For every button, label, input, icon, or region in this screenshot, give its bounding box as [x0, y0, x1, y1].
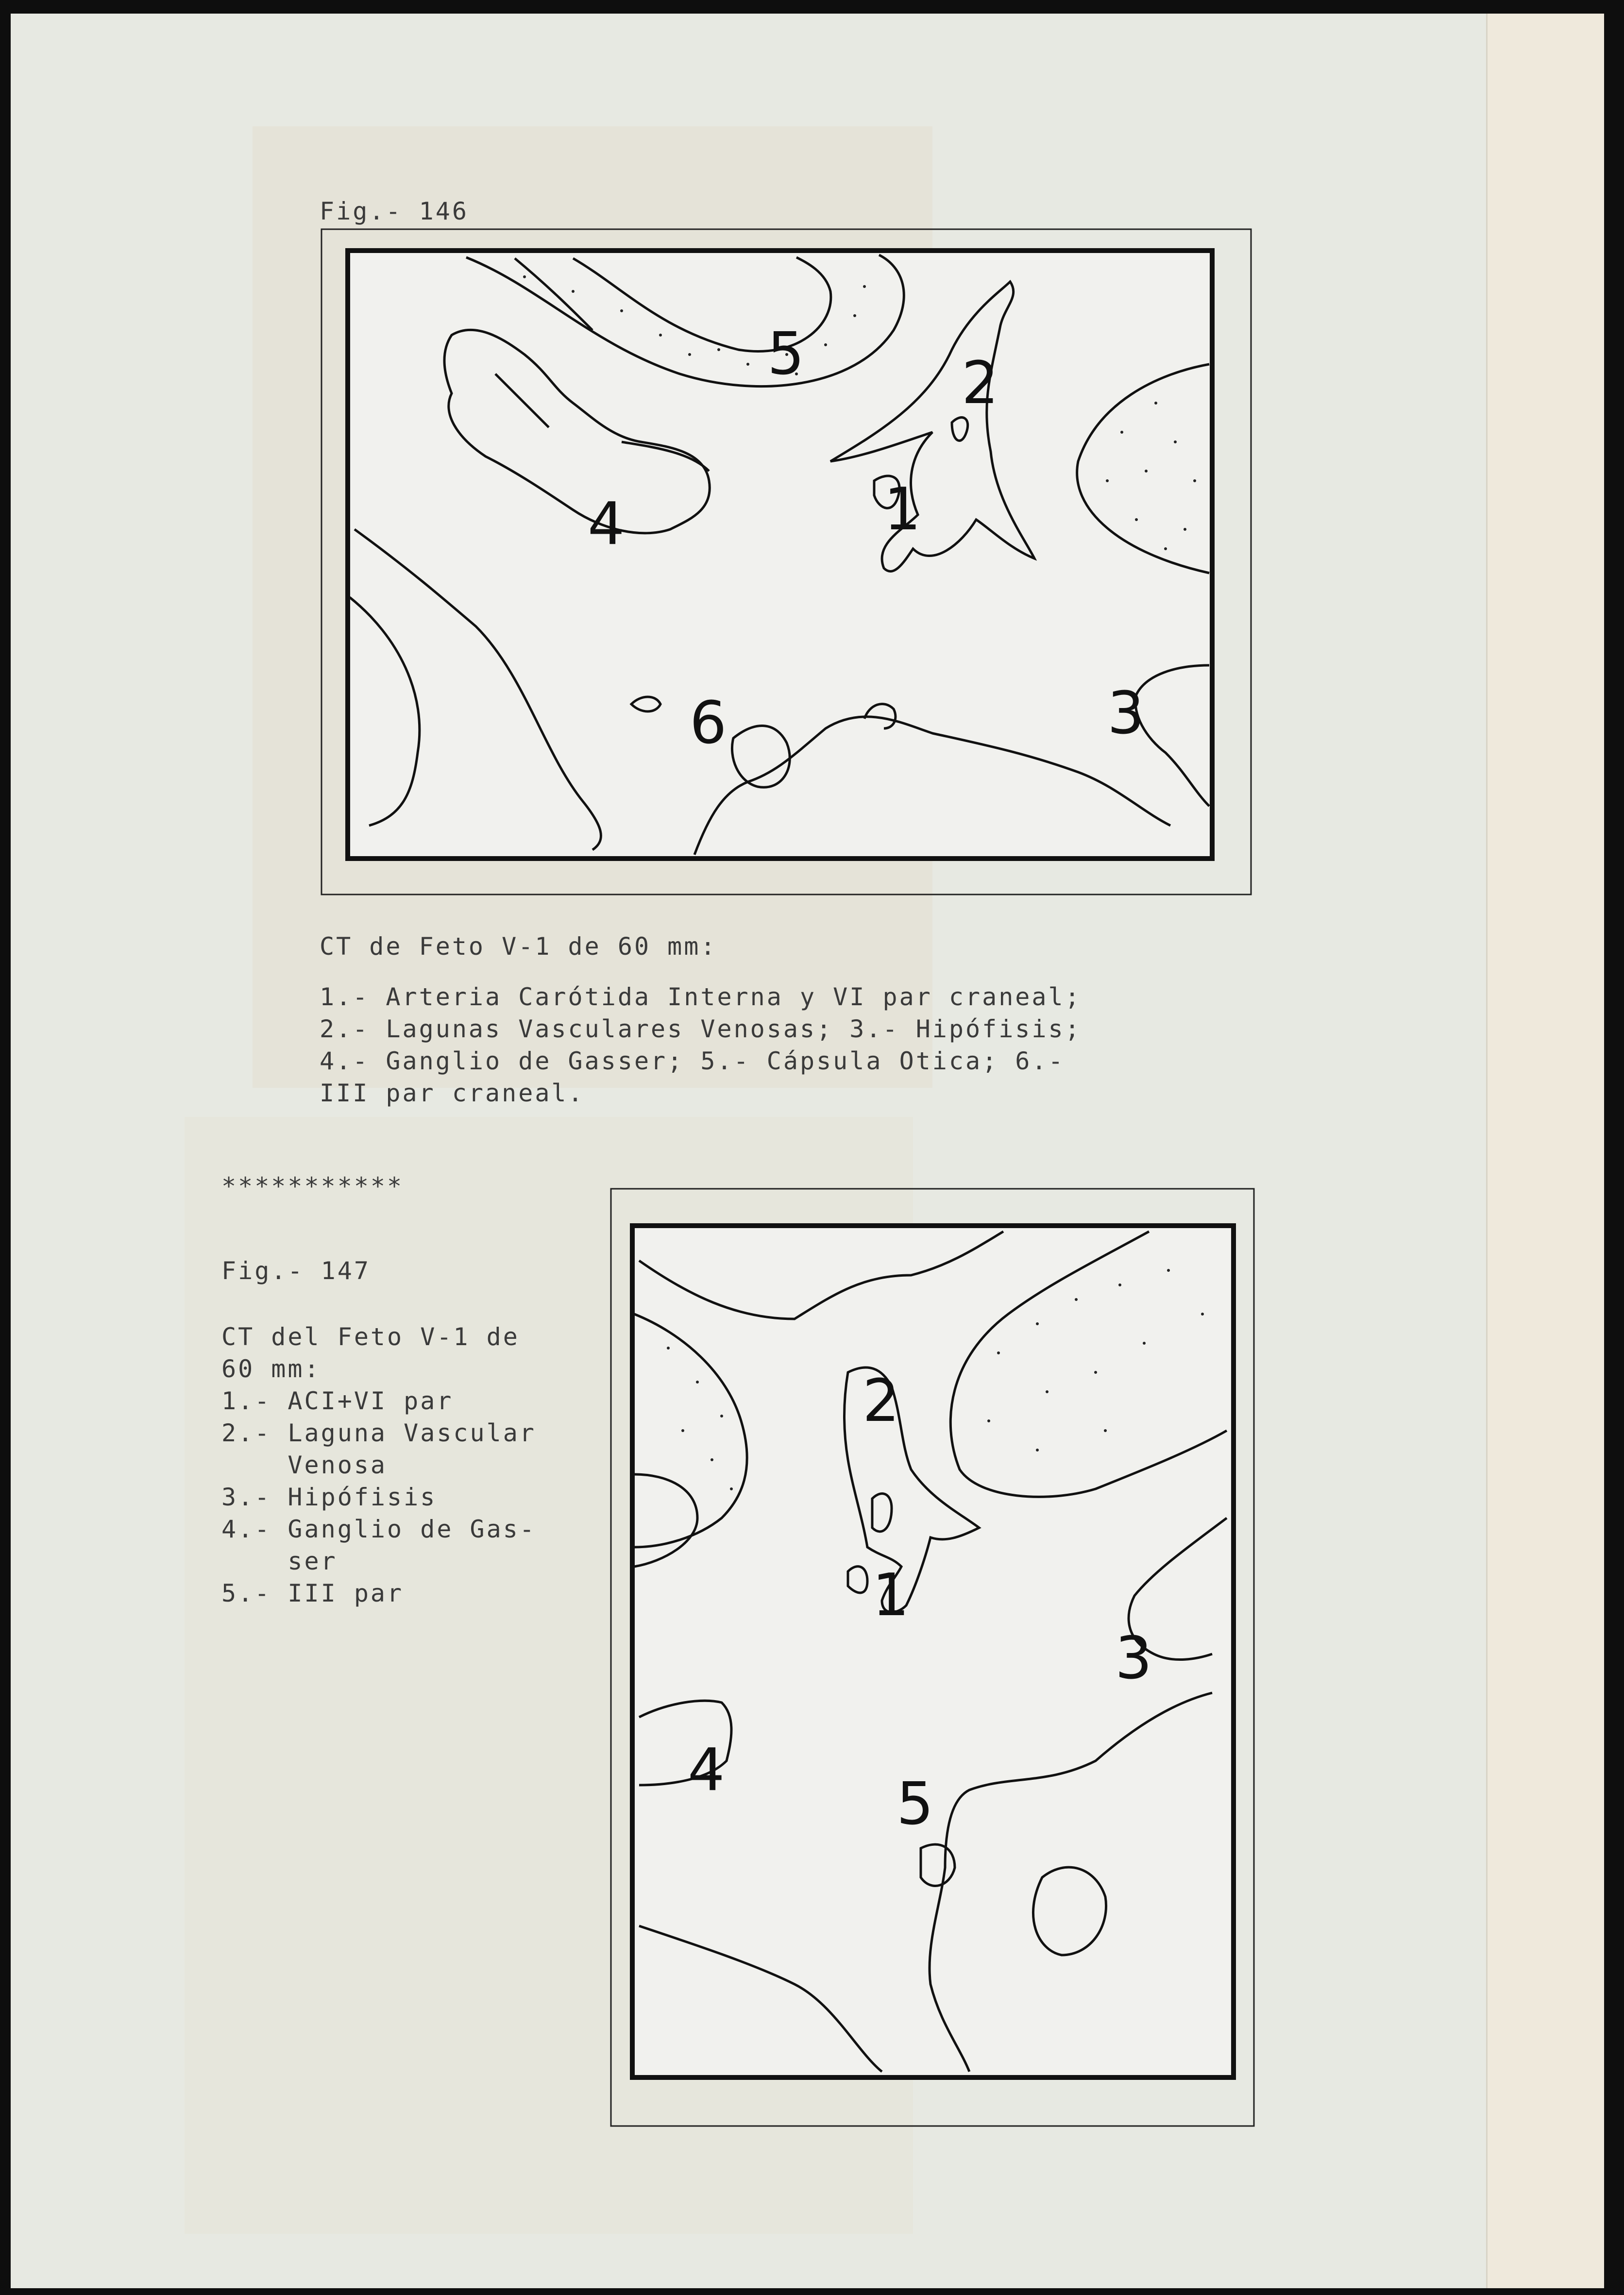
fig147-caption-line: CT del Feto V-1 de [221, 1323, 520, 1351]
fig147-caption-line: Venosa [221, 1451, 388, 1479]
fig146-num-5: 5 [767, 321, 805, 388]
fig146-caption-line: III par craneal. [320, 1079, 585, 1107]
fig146-num-2: 2 [962, 350, 999, 417]
fig147-caption-line: 2.- Laguna Vascular [221, 1419, 536, 1447]
fig147-num-4: 4 [688, 1737, 725, 1804]
fig147-caption-line: 4.- Ganglio de Gas- [221, 1515, 536, 1543]
fig146-num-3: 3 [1107, 680, 1145, 747]
fig147-caption-line: 5.- III par [221, 1579, 404, 1607]
fig146-num-4: 4 [588, 490, 625, 558]
fig146-drawing [321, 228, 1253, 898]
fig146-caption-title: CT de Feto V-1 de 60 mm: [320, 932, 717, 961]
fig147-drawing [610, 1188, 1256, 2128]
paper-edge-strip [1486, 14, 1604, 2288]
fig147-caption-line: 3.- Hipófisis [221, 1483, 437, 1511]
fig147-caption-line: 60 mm: [221, 1355, 321, 1383]
fig147-num-5: 5 [897, 1771, 934, 1838]
fig147-caption-line: 1.- ACI+VI par [221, 1387, 454, 1415]
fig147-num-1: 1 [872, 1562, 910, 1629]
fig147-caption-line: ser [221, 1547, 338, 1575]
separator: *********** [221, 1172, 404, 1200]
fig146-label: Fig.- 146 [320, 197, 469, 225]
fig146-caption-line: 4.- Ganglio de Gasser; 5.- Cápsula Otica; 6.- [320, 1047, 1065, 1075]
fig147-label: Fig.- 147 [221, 1257, 371, 1285]
fig146-caption-line: 1.- Arteria Carótida Interna y VI par craneal; [320, 983, 1082, 1011]
fig147-num-2: 2 [863, 1367, 900, 1435]
fig147-num-3: 3 [1115, 1625, 1152, 1692]
fig146-caption-line: 2.- Lagunas Vasculares Venosas; 3.- Hipófisis; [320, 1015, 1082, 1043]
fig146-num-1: 1 [884, 476, 921, 543]
fig146-num-6: 6 [690, 690, 727, 757]
